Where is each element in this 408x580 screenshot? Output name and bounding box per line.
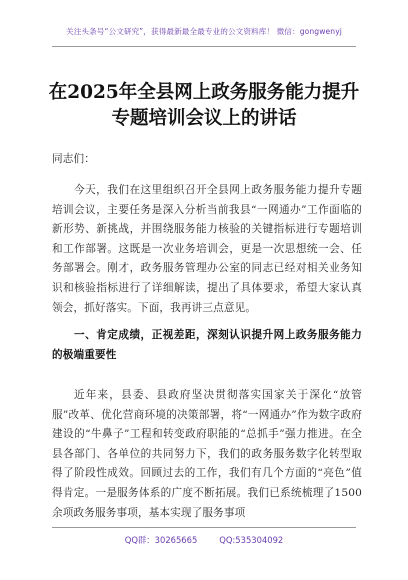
footer-qq-group: QQ群：30265665 <box>124 535 198 545</box>
title-line-1: 在2025年全县网上政务服务能力提升 <box>48 82 360 103</box>
header-promo-note: 关注头条号“公文研究”，获得最新最全最专业的公文资料库！ 微信：gongwenyj <box>66 27 342 36</box>
document-title <box>0 80 408 132</box>
paragraph-achievements: 近年来，县委、县政府坚决贯彻落实国家关于深化“放管服”改革、优化营商环境的决策部署，将“一网通办”作为数字政府建设的“牛鼻子”工程和转变政府职能的“总抓手”强力推进。在全县各部门、各单位的共同努力下，我们的政务服务数字化转型取得了阶段性成效。回顾过去的工作，我们有几个方面的“亮色”值得肯定。一是服务体系的广度不断拓展。我们已系统梳理了1500余项政务服务事项，基本实现了服务事项 <box>52 389 362 519</box>
salutation: 同志们： <box>52 153 95 165</box>
paragraph-intro: 今天，我们在这里组织召开全县网上政务服务能力提升专题培训会议，主要任务是深入分析当前我县“一网通办”工作面临的新形势、新挑战，并围绕服务能力核验的关键指标进行专题培训和工作部署。这既是一次业务培训会，更是一次思想统一会、任务部署会。刚才，政务服务管理办公室的同志已经对相关业务知识和核验指标进行了详细解读，提出了具体要求，希望大家认真领会，抓好落实。下面，我再讲三点意见。 <box>52 184 362 314</box>
title-line-2: 专题培训会议上的讲话 <box>111 108 297 129</box>
footer-divider <box>52 527 356 528</box>
header-divider <box>52 46 356 47</box>
footer-qq: QQ:535304092 <box>219 535 284 545</box>
footer-contact <box>0 534 408 546</box>
section-heading-1: 一、肯定成绩，正视差距，深刻认识提升网上政务服务能力的极端重要性 <box>52 329 362 361</box>
